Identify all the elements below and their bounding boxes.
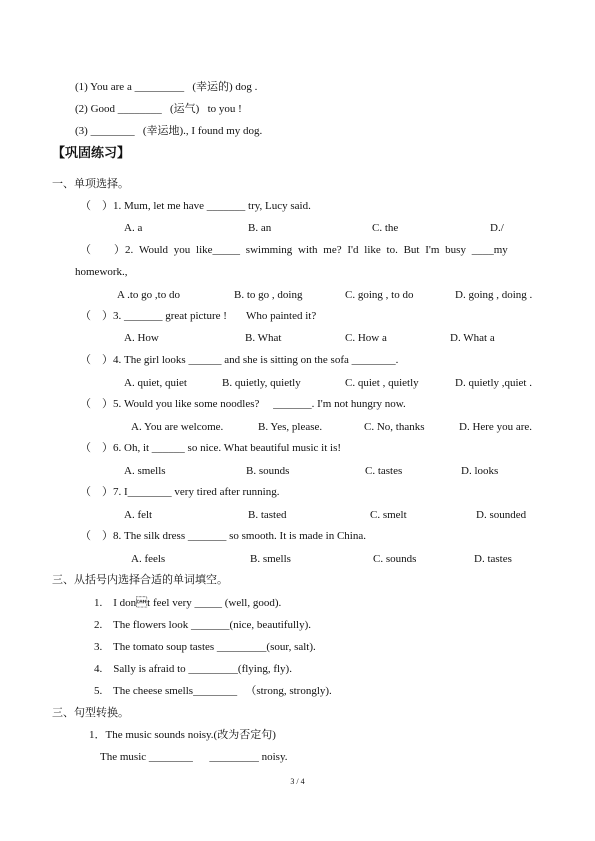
part3-title: 三、从括号内选择合适的单词填空。 (52, 573, 228, 586)
option-d: D. tastes (474, 553, 512, 565)
option-a: A. How (124, 332, 159, 344)
option-b: B. sounds (246, 465, 290, 477)
option-d: D. quietly ,quiet . (455, 377, 532, 389)
option-b: B. tasted (248, 509, 287, 521)
option-a: A. You are welcome. (131, 421, 224, 433)
option-a: A. quiet, quiet (124, 377, 187, 389)
option-c: C. the (372, 222, 399, 234)
option-d: D. Here you are. (459, 421, 532, 433)
transform-answer: The music ________ _________ noisy. (100, 751, 288, 763)
question-stem: （ ）5. Would you like some noodles? _______. I'm not hungry now. (80, 398, 406, 410)
option-d: D./ (490, 222, 504, 234)
option-b: B. quietly, quietly (222, 377, 301, 389)
intro-line-1: (1) You are a _________ (幸运的) dog . (75, 81, 258, 93)
page-number: 3 / 4 (290, 777, 305, 786)
option-c: C. No, thanks (364, 421, 425, 433)
option-c: C. tastes (365, 465, 403, 477)
option-a: A. felt (124, 509, 153, 521)
option-a: A. a (124, 222, 143, 234)
question-stem: （ ）3. _______ great picture ! Who painted it? (80, 310, 317, 322)
fill-item: 5. The cheese smells________ （strong, strongly). (94, 685, 332, 697)
option-d: D. sounded (476, 509, 527, 521)
fill-item: 3. The tomato soup tastes _________(sour, salt). (94, 641, 316, 653)
intro-line-3: (3) ________ (幸运地)., I found my dog. (75, 125, 263, 137)
question-stem: （ ）1. Mum, let me have _______ try, Lucy said. (80, 200, 311, 212)
section-title: 【巩固练习】 (52, 146, 131, 161)
option-a: A .to go ,to do (117, 289, 180, 301)
option-c: C. How a (345, 332, 387, 344)
option-c: C. smelt (370, 509, 407, 521)
option-d: D. looks (461, 465, 499, 477)
question-stem-continued: homework., (75, 266, 128, 278)
option-c: C. quiet , quietly (345, 377, 419, 389)
option-b: B. smells (250, 553, 291, 565)
fill-item: 2. The flowers look _______(nice, beautifully). (94, 619, 311, 631)
option-b: B. an (248, 222, 272, 234)
intro-line-2: (2) Good ________ (运气) to you ! (75, 103, 242, 115)
question-stem: （ ）2. Would you like_____ swimming with me? I'd like to. But I'm busy ____my (80, 244, 508, 256)
transform-item: 1．The music sounds noisy.(改为否定句) (89, 729, 276, 741)
fill-item: 4. Sally is afraid to _________(flying, fly). (94, 663, 292, 675)
option-b: B. Yes, please. (258, 421, 323, 433)
part1-title: 一、单项选择。 (52, 177, 129, 190)
option-b: B. What (245, 332, 282, 344)
option-d: D. going , doing . (455, 289, 533, 301)
part4-title: 三、句型转换。 (52, 706, 129, 719)
option-c: C. going , to do (345, 289, 414, 301)
option-a: A. smells (124, 465, 166, 477)
option-d: D. What a (450, 332, 495, 344)
question-stem: （ ）8. The silk dress _______ so smooth. It is made in China. (80, 530, 366, 542)
option-a: A. feels (131, 553, 166, 565)
question-stem: （ ）6. Oh, it ______ so nice. What beautiful music it is! (80, 442, 342, 454)
option-c: C. sounds (373, 553, 417, 565)
question-stem: （ ）4. The girl looks ______ and she is sitting on the sofa ________. (80, 354, 399, 366)
fill-item: 1. I dont feel very _____ (well, good). (94, 597, 282, 609)
question-stem: （ ）7. I________ very tired after running. (80, 486, 280, 498)
option-b: B. to go , doing (234, 289, 303, 301)
